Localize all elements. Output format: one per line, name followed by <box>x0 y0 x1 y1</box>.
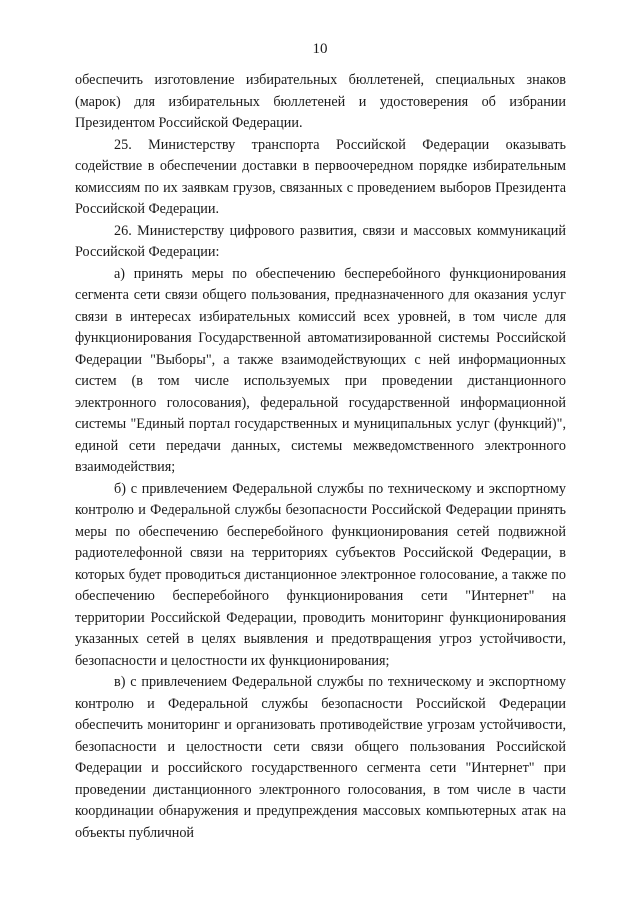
paragraph-item-26a: а) принять меры по обеспечению бесперебойного функционирования сегмента сети связи общего пользования, предназначенного для оказания услуг связи в интересах избирательных комиссий всех уровней, в том числе для функционирования Государственной автоматизированной системы Российской Федерации "Выборы", а также взаимодействующих с ней информационных систем (в том числе используемых при проведении дистанционного электронного голосования), федеральной государственной информационной системы "Единый портал государственных и муниципальных услуг (функций)", единой сети передачи данных, системы межведомственного электронного взаимодействия; <box>75 265 566 475</box>
paragraph-continuation: обеспечить изготовление избирательных бюллетеней, специальных знаков (марок) для избирательных бюллетеней и удостоверения об избрании Президентом Российской Федерации. <box>75 72 566 131</box>
paragraph-item-26b: б) с привлечением Федеральной службы по техническому и экспортному контролю и Федеральной службы безопасности Российской Федерации принять меры по обеспечению бесперебойного функционирования сетей подвижной радиотелефонной связи на территориях субъектов Российской Федерации, в которых будет проводиться дистанционное электронное голосование, а также по обеспечению бесперебойного функционирования сети "Интернет" на территории Российской Федерации, проводить мониторинг функционирования указанных сетей в целях выявления и предотвращения угроз устойчивости, безопасности и целостности их функционирования; <box>75 480 566 669</box>
document-body <box>75 70 566 844</box>
paragraph-item-25: 25. Министерству транспорта Российской Федерации оказывать содействие в обеспечении доставки в первоочередном порядке избирательным комиссиям по их заявкам грузов, связанных с проведением выборов Президента Российской Федерации. <box>75 136 566 217</box>
paragraph-item-26: 26. Министерству цифрового развития, связи и массовых коммуникаций Российской Федерации: <box>75 222 566 260</box>
page-number: 10 <box>312 41 328 57</box>
paragraph-item-26v: в) с привлечением Федеральной службы по техническому и экспортному контролю и Федеральной службы безопасности Российской Федерации обеспечить мониторинг и организовать противодействие угрозам устойчивости, безопасности и целостности сети связи общего пользования Российской Федерации и российского государственного сегмента сети "Интернет" при проведении дистанционного электронного голосования, в том числе в части координации обнаружения и предупреждения массовых компьютерных атак на объекты публичной <box>75 674 566 841</box>
